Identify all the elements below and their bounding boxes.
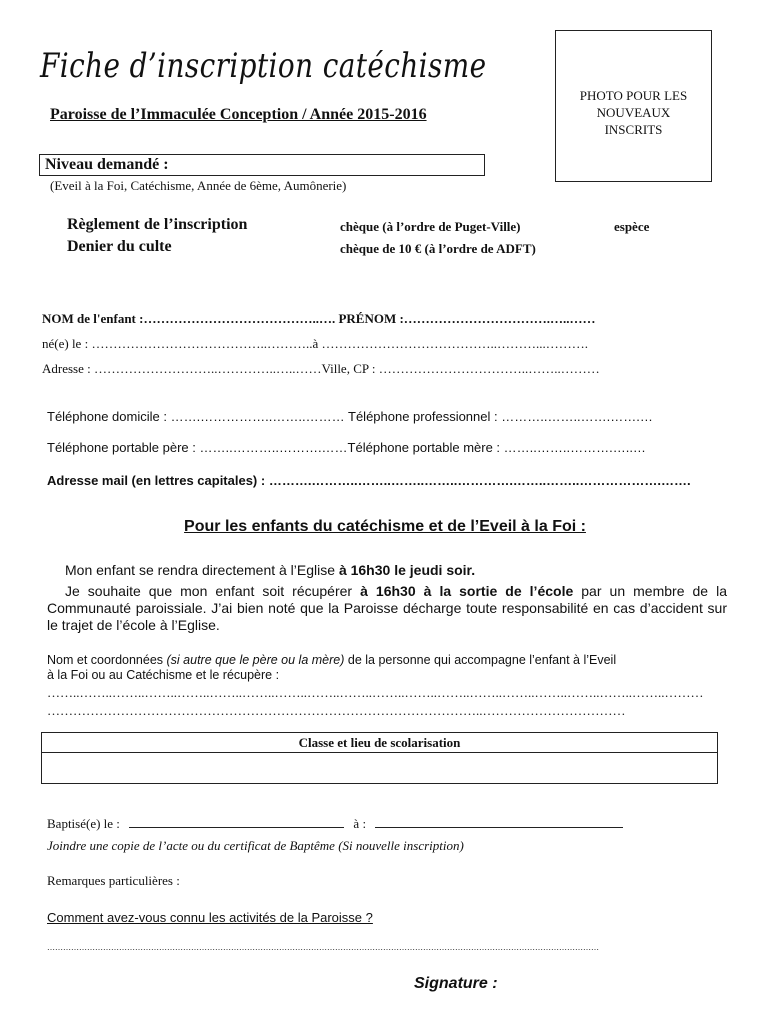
niveau-label: Niveau demandé :	[45, 156, 169, 173]
denier-cheque-option[interactable]: chèque de 10 € (à l’ordre de ADFT)	[340, 241, 536, 256]
classe-header: Classe et lieu de scolarisation	[42, 733, 717, 753]
denier-label: Denier du culte	[67, 238, 172, 255]
bapteme-date-field[interactable]	[129, 815, 344, 828]
eveil-option-ecole-text: Je souhaite que mon enfant soit récupérer	[65, 583, 361, 599]
parish-subtitle: Paroisse de l’Immaculée Conception / Année 2015-2016	[50, 106, 427, 123]
photo-box-label: PHOTO POUR LES NOUVEAUX INSCRITS	[579, 88, 688, 137]
bapteme-lieu-label: à :	[353, 816, 367, 831]
bapteme-lieu-field[interactable]	[375, 815, 623, 828]
bapteme-label: Baptisé(e) le :	[47, 816, 120, 831]
comment-field[interactable]: ………………………………………………………………………………………………………………………………………………………………………………………	[47, 943, 599, 952]
reglement-espece-option[interactable]: espèce	[614, 219, 650, 234]
telephone-domicile-field[interactable]: Téléphone domicile : …….……………..……..……… Téléphone professionnel : ………..……..…….…….…	[47, 409, 653, 424]
niveau-field[interactable]	[39, 154, 485, 176]
eveil-option-eglise[interactable]	[47, 562, 727, 579]
reglement-cheque-option[interactable]: chèque (à l’ordre de Puget-Ville)	[340, 219, 521, 234]
form-title: Fiche d’inscription catéchisme	[40, 46, 487, 86]
accompagnant-label	[47, 653, 616, 683]
email-field[interactable]: Adresse mail (en lettres capitales) : ……….………..……..……..……..………….……..……..……………….…….	[47, 473, 691, 488]
eveil-option-ecole-rest: par un membre de la Communauté paroissiale. J’ai bien noté que la Paroisse décharge toute responsabilité en cas d’accident sur le trajet de l’école à l’Eglise.	[47, 583, 727, 633]
classe-table	[41, 732, 718, 784]
eveil-section-title: Pour les enfants du catéchisme et de l’Eveil à la Foi :	[184, 518, 586, 535]
accompagnant-field-1[interactable]: ……..……..……..……..……..……..……..……..……..……..……..……..……..……..……..……..……..……..……..………	[47, 685, 704, 700]
accompagnant-text: Nom et coordonnées	[47, 653, 167, 667]
signature-label: Signature :	[414, 975, 498, 992]
eveil-option-ecole[interactable]	[47, 583, 727, 634]
adresse-field[interactable]: Adresse : ………………………..…………..…..……Ville, CP : ……………………………..……..………	[42, 361, 600, 376]
reglement-label: Règlement de l’inscription	[67, 216, 248, 233]
accompagnant-field-2[interactable]: ………………………………………………………………………………………..……………………………	[47, 703, 626, 718]
naissance-field[interactable]: né(e) le : …………………………………..………..à …………………………………..………...……….	[42, 336, 588, 351]
eveil-option-ecole-time: à 16h30 à la sortie de l’école	[360, 583, 574, 599]
classe-input-cell[interactable]	[42, 753, 717, 784]
telephone-portable-field[interactable]: Téléphone portable père : ……..………..……….……Téléphone portable mère : ……..……..……….…..…	[47, 440, 646, 455]
bapteme-note: Joindre une copie de l’acte ou du certificat de Baptême (Si nouvelle inscription)	[47, 838, 464, 853]
accompagnant-rest: de la personne qui accompagne l’enfant à l’Eveil	[344, 653, 617, 667]
eveil-option-eglise-text: Mon enfant se rendra directement à l’Eglise	[65, 562, 339, 578]
accompagnant-line2: à la Foi ou au Catéchisme et le récupère :	[47, 668, 280, 682]
photo-box	[555, 30, 712, 182]
remarques-label: Remarques particulières :	[47, 873, 180, 888]
niveau-hint: (Eveil à la Foi, Catéchisme, Année de 6ème, Aumônerie)	[50, 178, 347, 193]
comment-label: Comment avez-vous connu les activités de la Paroisse ?	[47, 910, 373, 925]
bapteme-row	[47, 815, 623, 832]
eveil-option-eglise-time: à 16h30 le jeudi soir.	[338, 562, 476, 578]
nom-prenom-field[interactable]: NOM de l'enfant :…………………………………..…. PRÉNOM :…………………………….…..……	[42, 311, 596, 326]
accompagnant-note: (si autre que le père ou la mère)	[166, 653, 345, 667]
